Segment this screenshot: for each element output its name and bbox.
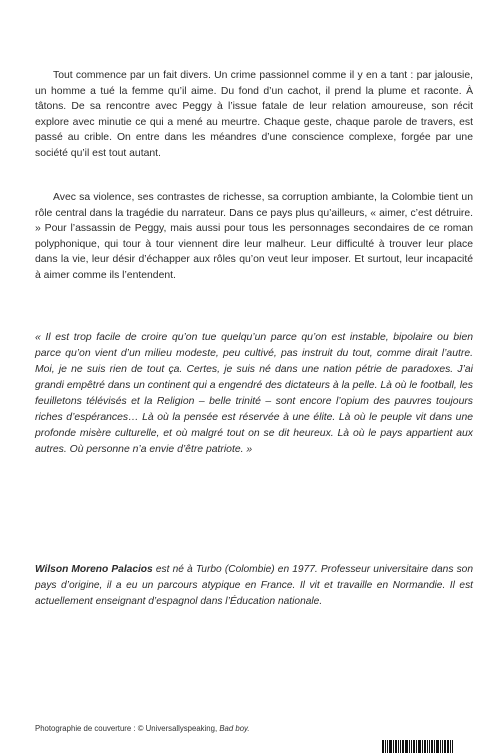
barcode-bar xyxy=(429,740,430,753)
barcode-bar xyxy=(400,740,401,753)
barcode-bar xyxy=(398,740,399,753)
barcode-bar xyxy=(442,740,443,753)
barcode-bar xyxy=(395,740,397,753)
author-bio-text: est né à Turbo (Colombie) en 1977. Professeur universitaire dans son pays d’origine, il a eu un parcours atypique en France. Il vit et travaille en Normandie. Il est actuellement enseignant d’espagnol dans l’Éducation nationale. xyxy=(35,564,473,607)
barcode-bar xyxy=(447,740,449,753)
barcode-bar xyxy=(450,740,451,753)
barcode-bar xyxy=(431,740,433,753)
barcode-bar xyxy=(440,740,441,753)
barcode-bar xyxy=(452,740,453,753)
photo-credit-label: Photographie de couverture : © Universallyspeaking, xyxy=(35,724,220,733)
photo-credit xyxy=(35,724,250,733)
barcode-bar xyxy=(434,740,435,753)
barcode-bar xyxy=(393,740,394,753)
barcode-bar xyxy=(424,740,426,753)
barcode-bar xyxy=(436,740,439,753)
barcode-bar xyxy=(427,740,428,753)
barcode-bar xyxy=(409,740,410,753)
barcode-bar xyxy=(413,740,415,753)
barcode-bar xyxy=(387,740,388,753)
barcode-bar xyxy=(402,740,404,753)
photo-credit-title: Bad boy. xyxy=(219,724,250,733)
barcode-bar xyxy=(405,740,408,753)
barcode-bar xyxy=(389,740,392,753)
barcode-bar xyxy=(416,740,417,753)
synopsis-paragraph-2: Avec sa violence, ses contrastes de richesse, sa corruption ambiante, la Colombie tient un rôle central dans la tragédie du narrateur. Dans ce pays plus qu’ailleurs, « aimer, c’est détruire. » Pour l’assassin de Peggy, mais aussi pour tous les personnages secondaires de ce roman polyphonique, qui tour à tour viennent dire leur malheur. Leur difficulté à trouver leur place dans la vie, leur désir d’échapper aux rôles qu’on veut leur imposer. Et surtout, leur incapacité à aimer comme ils l’entendent. xyxy=(35,192,473,281)
barcode-bar xyxy=(422,740,423,753)
barcode-bar xyxy=(385,740,386,753)
synopsis-paragraph-1: Tout commence par un fait divers. Un crime passionnel comme il y en a tant : par jalousie, un homme a tué la femme qu’il aime. Du fond d’un cachot, il prend la plume et raconte. À tâtons. De sa rencontre avec Peggy à l’issue fatale de leur relation amoureuse, son récit explore avec minutie ce qui a mené au meurtre. Chaque geste, chaque parole de travers, est passé au crible. On entre dans les méandres d’une conscience complexe, forgée par une société qu’il est tout autant. xyxy=(35,70,473,159)
barcode-bar xyxy=(411,740,412,753)
barcode xyxy=(382,740,478,753)
barcode-bar xyxy=(382,740,384,753)
excerpt-quote: « Il est trop facile de croire qu’on tue quelqu’un parce qu’on est instable, bipolaire ou bien parce qu’on vient d’un milieu modeste, peu cultivé, pas instruit du tout, comme dirait l’autre. Moi, je ne suis rien de tout ça. Certes, je suis né dans une nation pétrie de paradoxes. J’ai grandi empêtré dans un continent qui a engendré des dictateurs à la pelle. Là où le football, les feuilletons télévisés et la Religion – belle trinité – sont encore l’opium des pauvres toujours riches d’espérances… Là où la pensée est réservée à une élite. Là où le peuple vit dans une profonde misère culturelle, et où malgré tout on se dit heureux. Là où le pays appartient aux autres. Où personne n’a envie d’être patriote. » xyxy=(35,332,473,455)
author-bio xyxy=(35,562,473,610)
author-name: Wilson Moreno Palacios xyxy=(35,564,153,575)
barcode-bar xyxy=(418,740,421,753)
barcode-bar xyxy=(444,740,446,753)
